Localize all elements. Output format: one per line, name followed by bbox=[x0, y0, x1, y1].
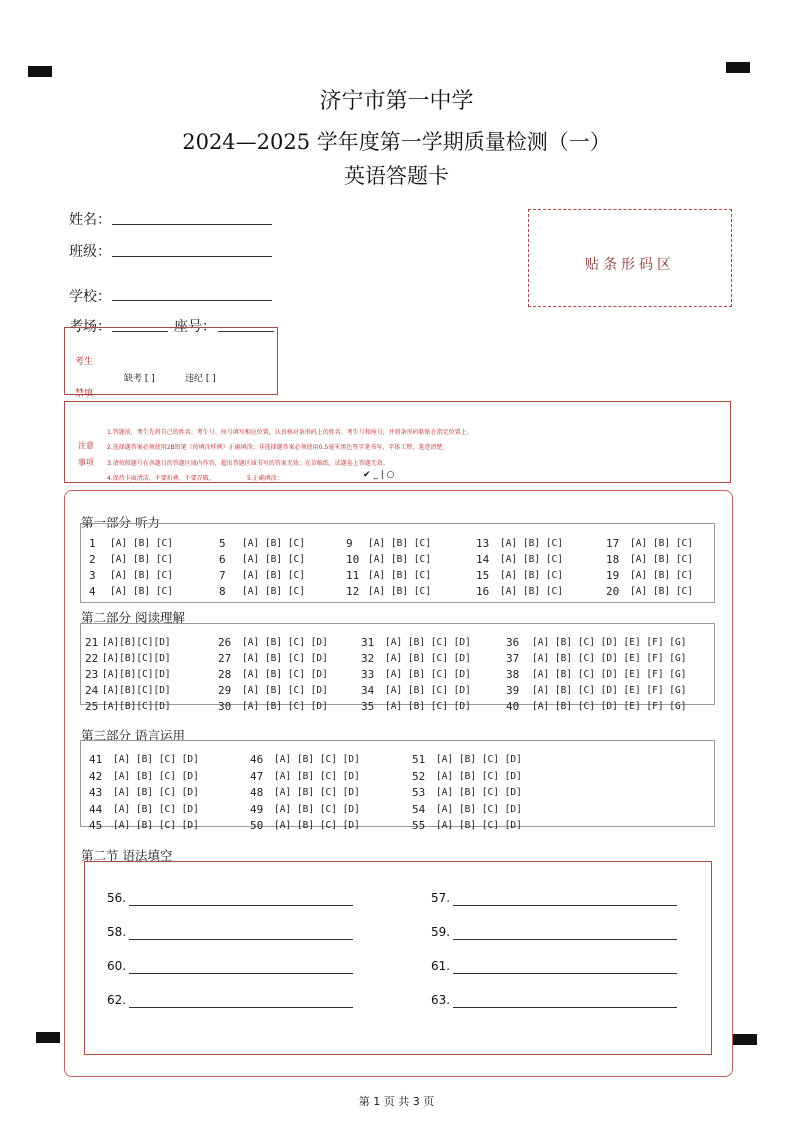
blank-answer-line-57[interactable] bbox=[453, 905, 677, 906]
violation-checkbox[interactable]: 违纪 [ ] bbox=[185, 374, 216, 384]
class-field[interactable] bbox=[112, 256, 272, 257]
question-options-49[interactable]: [A] [B] [C] [D] bbox=[274, 803, 360, 815]
question-number-23: 23 bbox=[85, 668, 99, 681]
registration-mark-bottom-right bbox=[733, 1034, 757, 1045]
question-options-26[interactable]: [A] [B] [C] [D] bbox=[242, 637, 328, 648]
question-number-34: 34 bbox=[361, 684, 375, 697]
question-number-2: 2 bbox=[89, 553, 96, 566]
part2-title: 第二部分 阅读理解 bbox=[81, 610, 185, 625]
notice-item-3: 3.请按照题号在各题目的答题区域内作答，超出答题区域书写的答案无效；在草稿纸、试题卷上答题无效。 bbox=[107, 460, 389, 467]
question-options-1[interactable]: [A] [B] [C] bbox=[110, 538, 173, 549]
question-number-44: 44 bbox=[89, 802, 103, 816]
section2-title: 第二节 语法填空 bbox=[81, 848, 173, 863]
question-options-44[interactable]: [A] [B] [C] [D] bbox=[113, 803, 199, 815]
question-number-22: 22 bbox=[85, 652, 99, 665]
question-options-24[interactable]: [A][B][C][D] bbox=[102, 685, 171, 696]
question-options-35[interactable]: [A] [B] [C] [D] bbox=[385, 701, 471, 712]
notice-item-2: 2.选择题答案必须使用2B铅笔（按填涂样例）正确填涂；非选择题答案必须使用0.5毫米黑色签字笔书写，字体工整、笔迹清楚。 bbox=[107, 444, 449, 451]
question-options-28[interactable]: [A] [B] [C] [D] bbox=[242, 669, 328, 680]
exam-status-title-2: 禁填 bbox=[75, 389, 94, 399]
question-options-3[interactable]: [A] [B] [C] bbox=[110, 570, 173, 581]
question-options-47[interactable]: [A] [B] [C] [D] bbox=[274, 770, 360, 782]
question-number-30: 30 bbox=[218, 700, 232, 713]
name-field[interactable] bbox=[112, 224, 272, 225]
question-number-29: 29 bbox=[218, 684, 232, 697]
fill-sample: ✔ _ | ○ bbox=[363, 470, 395, 480]
question-number-9: 9 bbox=[346, 537, 353, 550]
barcode-area bbox=[528, 209, 732, 307]
question-number-18: 18 bbox=[606, 553, 620, 566]
school-name: 济宁市第一中学 bbox=[319, 89, 474, 114]
question-number-47: 47 bbox=[250, 769, 264, 783]
question-number-27: 27 bbox=[218, 652, 232, 665]
question-options-5[interactable]: [A] [B] [C] bbox=[242, 538, 305, 549]
blank-label-62: 62. bbox=[107, 993, 127, 1007]
question-options-15[interactable]: [A] [B] [C] bbox=[500, 570, 563, 581]
question-number-31: 31 bbox=[361, 636, 375, 649]
question-options-53[interactable]: [A] [B] [C] [D] bbox=[436, 787, 522, 798]
question-number-55: 55 bbox=[412, 819, 426, 832]
question-number-40: 40 bbox=[506, 700, 520, 713]
registration-mark-top-left bbox=[28, 66, 52, 77]
question-options-48[interactable]: [A] [B] [C] [D] bbox=[274, 787, 360, 798]
blank-label-63: 63. bbox=[431, 993, 451, 1007]
question-options-2[interactable]: [A] [B] [C] bbox=[110, 554, 173, 565]
question-number-36: 36 bbox=[506, 636, 520, 649]
question-options-46[interactable]: [A] [B] [C] [D] bbox=[274, 754, 360, 765]
question-number-53: 53 bbox=[412, 786, 426, 799]
notice-box bbox=[64, 401, 731, 483]
question-options-30[interactable]: [A] [B] [C] [D] bbox=[242, 701, 328, 712]
registration-mark-bottom-left bbox=[36, 1032, 60, 1043]
question-options-4[interactable]: [A] [B] [C] bbox=[110, 586, 173, 597]
question-number-17: 17 bbox=[606, 537, 620, 550]
blank-answer-line-58[interactable] bbox=[129, 939, 353, 940]
part1-title: 第一部分 听力 bbox=[81, 515, 160, 530]
question-number-49: 49 bbox=[250, 802, 264, 816]
question-number-19: 19 bbox=[606, 569, 620, 582]
blank-label-59: 59. bbox=[431, 925, 451, 939]
question-number-12: 12 bbox=[346, 585, 360, 598]
question-options-55[interactable]: [A] [B] [C] [D] bbox=[436, 820, 522, 831]
question-options-18[interactable]: [A] [B] [C] bbox=[630, 554, 693, 565]
question-number-38: 38 bbox=[506, 668, 520, 681]
question-options-21[interactable]: [A][B][C][D] bbox=[102, 637, 171, 648]
question-number-25: 25 bbox=[85, 700, 99, 713]
question-options-37[interactable]: [A] [B] [C] [D] [E] [F] [G] bbox=[532, 653, 687, 664]
question-number-39: 39 bbox=[506, 684, 520, 697]
question-options-8[interactable]: [A] [B] [C] bbox=[242, 586, 305, 597]
notice-item-1: 1.答题前，考生先将自己的姓名、考生号、座号填写相应位置，认真核对条形码上的姓名、考生号和座号，并将条形码粘贴在指定位置上。 bbox=[107, 429, 473, 436]
question-number-51: 51 bbox=[412, 753, 426, 766]
question-options-31[interactable]: [A] [B] [C] [D] bbox=[385, 637, 471, 648]
blank-label-56: 56. bbox=[107, 891, 127, 905]
room-label: 考场： bbox=[69, 319, 111, 335]
school-field[interactable] bbox=[112, 300, 272, 301]
question-options-51[interactable]: [A] [B] [C] [D] bbox=[436, 754, 522, 765]
question-options-34[interactable]: [A] [B] [C] [D] bbox=[385, 685, 471, 696]
page-footer: 第 1 页 共 3 页 bbox=[358, 1095, 435, 1108]
question-number-5: 5 bbox=[219, 537, 226, 550]
question-options-36[interactable]: [A] [B] [C] [D] [E] [F] [G] bbox=[532, 637, 687, 648]
blank-label-58: 58. bbox=[107, 925, 127, 939]
question-number-15: 15 bbox=[476, 569, 490, 582]
question-options-32[interactable]: [A] [B] [C] [D] bbox=[385, 653, 471, 664]
part3-title: 第三部分 语言运用 bbox=[81, 728, 185, 743]
question-options-42[interactable]: [A] [B] [C] [D] bbox=[113, 770, 199, 782]
question-options-45[interactable]: [A] [B] [C] [D] bbox=[113, 820, 199, 831]
question-number-11: 11 bbox=[346, 569, 360, 582]
question-number-13: 13 bbox=[476, 537, 490, 550]
question-number-52: 52 bbox=[412, 769, 426, 783]
blank-label-57: 57. bbox=[431, 891, 451, 905]
question-options-50[interactable]: [A] [B] [C] [D] bbox=[274, 820, 360, 831]
question-options-16[interactable]: [A] [B] [C] bbox=[500, 586, 563, 597]
blank-answer-line-62[interactable] bbox=[129, 1007, 353, 1008]
exam-status-title-1: 考生 bbox=[75, 357, 94, 367]
exam-status-box bbox=[64, 327, 278, 399]
notice-item-5: 5.正确填涂： bbox=[247, 475, 283, 482]
question-number-50: 50 bbox=[250, 819, 264, 832]
question-number-10: 10 bbox=[346, 553, 360, 566]
question-options-12[interactable]: [A] [B] [C] bbox=[368, 586, 431, 597]
question-number-54: 54 bbox=[412, 802, 426, 816]
question-number-46: 46 bbox=[250, 753, 264, 766]
blank-answer-line-59[interactable] bbox=[453, 939, 677, 940]
question-options-11[interactable]: [A] [B] [C] bbox=[368, 570, 431, 581]
question-options-40[interactable]: [A] [B] [C] [D] [E] [F] [G] bbox=[532, 701, 687, 712]
question-options-13[interactable]: [A] [B] [C] bbox=[500, 538, 563, 549]
question-options-17[interactable]: [A] [B] [C] bbox=[630, 538, 693, 549]
question-number-21: 21 bbox=[85, 636, 99, 649]
question-options-23[interactable]: [A][B][C][D] bbox=[102, 669, 171, 680]
question-options-27[interactable]: [A] [B] [C] [D] bbox=[242, 653, 328, 664]
question-number-43: 43 bbox=[89, 786, 103, 799]
question-options-39[interactable]: [A] [B] [C] [D] [E] [F] [G] bbox=[532, 685, 687, 696]
blank-answer-line-61[interactable] bbox=[453, 973, 677, 974]
question-number-6: 6 bbox=[219, 553, 226, 566]
question-number-16: 16 bbox=[476, 585, 490, 598]
question-options-54[interactable]: [A] [B] [C] [D] bbox=[436, 803, 522, 815]
question-number-3: 3 bbox=[89, 569, 96, 582]
name-label: 姓名： bbox=[69, 212, 111, 228]
question-number-33: 33 bbox=[361, 668, 375, 681]
grammar-fill-box bbox=[84, 861, 712, 1055]
question-options-52[interactable]: [A] [B] [C] [D] bbox=[436, 770, 522, 782]
question-number-28: 28 bbox=[218, 668, 232, 681]
question-number-41: 41 bbox=[89, 753, 103, 766]
question-options-9[interactable]: [A] [B] [C] bbox=[368, 538, 431, 549]
registration-mark-top-right bbox=[726, 62, 750, 73]
question-number-24: 24 bbox=[85, 684, 99, 697]
question-number-8: 8 bbox=[219, 585, 226, 598]
question-number-4: 4 bbox=[89, 585, 96, 598]
notice-title-1: 注意 bbox=[78, 441, 94, 450]
question-number-7: 7 bbox=[219, 569, 226, 582]
question-number-14: 14 bbox=[476, 553, 490, 566]
question-options-6[interactable]: [A] [B] [C] bbox=[242, 554, 305, 565]
exam-title: 2024—2025 学年度第一学期质量检测（一） bbox=[182, 130, 611, 154]
question-number-35: 35 bbox=[361, 700, 375, 713]
notice-item-4: 4.保持卡面清洁，不要折叠、不要弄破。 bbox=[107, 475, 215, 482]
question-options-43[interactable]: [A] [B] [C] [D] bbox=[113, 787, 199, 798]
absent-checkbox[interactable]: 缺考 [ ] bbox=[124, 374, 155, 384]
question-options-22[interactable]: [A][B][C][D] bbox=[102, 653, 171, 664]
question-number-45: 45 bbox=[89, 819, 103, 832]
question-options-20[interactable]: [A] [B] [C] bbox=[630, 586, 693, 597]
notice-title-2: 事项 bbox=[78, 458, 94, 467]
question-options-25[interactable]: [A][B][C][D] bbox=[102, 701, 171, 712]
school-label: 学校： bbox=[69, 289, 111, 305]
question-options-38[interactable]: [A] [B] [C] [D] [E] [F] [G] bbox=[532, 669, 687, 680]
question-options-14[interactable]: [A] [B] [C] bbox=[500, 554, 563, 565]
question-options-7[interactable]: [A] [B] [C] bbox=[242, 570, 305, 581]
blank-answer-line-56[interactable] bbox=[129, 905, 353, 906]
question-number-1: 1 bbox=[89, 537, 96, 550]
question-number-42: 42 bbox=[89, 769, 103, 783]
subject-title: 英语答题卡 bbox=[344, 164, 449, 188]
question-number-26: 26 bbox=[218, 636, 232, 649]
blank-label-60: 60. bbox=[107, 959, 127, 973]
question-number-20: 20 bbox=[606, 585, 620, 598]
seat-label: 座号： bbox=[174, 319, 216, 335]
blank-answer-line-63[interactable] bbox=[453, 1007, 677, 1008]
question-options-41[interactable]: [A] [B] [C] [D] bbox=[113, 754, 199, 765]
question-options-33[interactable]: [A] [B] [C] [D] bbox=[385, 669, 471, 680]
blank-label-61: 61. bbox=[431, 959, 451, 973]
question-number-48: 48 bbox=[250, 786, 264, 799]
question-options-10[interactable]: [A] [B] [C] bbox=[368, 554, 431, 565]
question-number-32: 32 bbox=[361, 652, 375, 665]
question-number-37: 37 bbox=[506, 652, 520, 665]
barcode-area-label: 贴条形码区 bbox=[585, 257, 675, 273]
question-options-19[interactable]: [A] [B] [C] bbox=[630, 570, 693, 581]
question-options-29[interactable]: [A] [B] [C] [D] bbox=[242, 685, 328, 696]
blank-answer-line-60[interactable] bbox=[129, 973, 353, 974]
class-label: 班级： bbox=[69, 244, 111, 260]
